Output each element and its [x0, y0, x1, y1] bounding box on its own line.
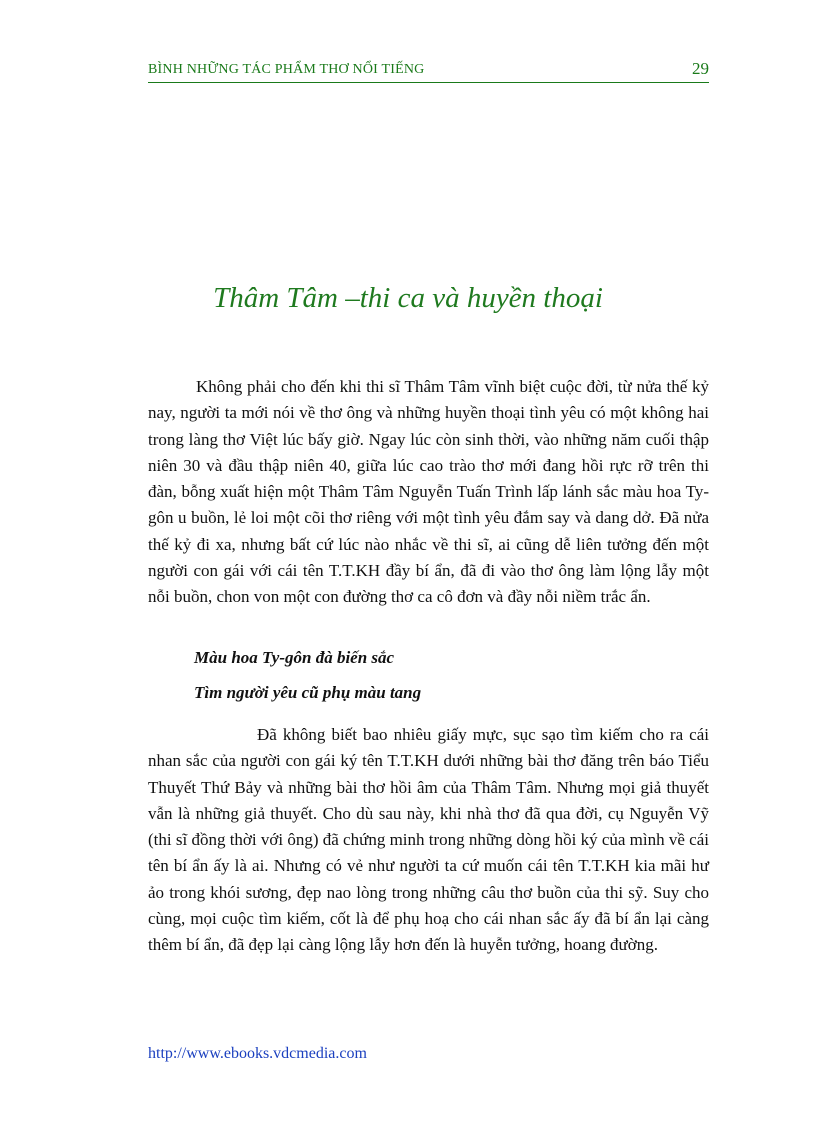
book-title: BÌNH NHỮNG TÁC PHẨM THƠ NỔI TIẾNG: [148, 62, 425, 77]
poem-line: Màu hoa Ty-gôn đà biến sắc: [194, 648, 395, 667]
body-paragraph: Không phải cho đến khi thi sĩ Thâm Tâm vĩnh biệt cuộc đời, từ nửa thế kỷ nay, người ta mới nói về thơ ông và những huyền thoại tình yêu có một không hai trong làng thơ Việt lúc bấy giờ. Ngay lúc còn sinh thời, vào những năm cuối thập niên 30 và đầu thập niên 40, giữa lúc cao trào thơ mới đang hồi rực rỡ trên thi đàn, bỗng xuất hiện một Thâm Tâm Nguyễn Tuấn Trình lấp lánh sắc màu hoa Ty-gôn u buồn, lẻ loi một cõi thơ riêng với một tình yêu đắm say và dang dở. Đã nửa thế kỷ đi xa, nhưng bất cứ lúc nào nhắc về thi sĩ, ai cũng dễ liên tưởng đến một người con gái với cái tên T.T.KH đầy bí ẩn, đã đi vào thơ ông làm lộng lẫy một nỗi buồn, chon von một con đường thơ ca cô đơn và đầy nỗi niềm trắc ẩn.: [148, 377, 709, 607]
chapter-title: Thâm Tâm –thi ca và huyền thoại: [213, 282, 603, 314]
poem-line: Tìm người yêu cũ phụ màu tang: [194, 683, 422, 702]
page-number: 29: [692, 59, 709, 78]
running-header: [148, 59, 709, 83]
body-paragraph: Đã không biết bao nhiêu giấy mực, sục sạo tìm kiếm cho ra cái nhan sắc của người con gái ký tên T.T.KH dưới những bài thơ đăng trên báo Tiểu Thuyết Thứ Bảy và những bài thơ hồi âm của Thâm Tâm. Nhưng mọi giả thuyết vẫn là những giả thuyết. Cho dù sau này, khi nhà thơ đã qua đời, cụ Nguyễn Vỹ (thi sĩ đồng thời với ông) đã chứng minh trong những dòng hồi ký của mình về cái tên bí ẩn ấy là ai. Nhưng có vẻ như người ta cứ muốn cái tên T.T.KH kia mãi hư ảo trong khói sương, đẹp nao lòng trong những câu thơ buồn của thi sỹ. Suy cho cùng, mọi cuộc tìm kiếm, cốt là để phụ hoạ cho cái nhan sắc ấy đã bí ẩn lại càng thêm bí ẩn, đã đẹp lại càng lộng lẫy hơn đến là huyễn tưởng, hoang đường.: [148, 725, 709, 955]
footer-url-link[interactable]: http://www.ebooks.vdcmedia.com: [148, 1045, 367, 1062]
